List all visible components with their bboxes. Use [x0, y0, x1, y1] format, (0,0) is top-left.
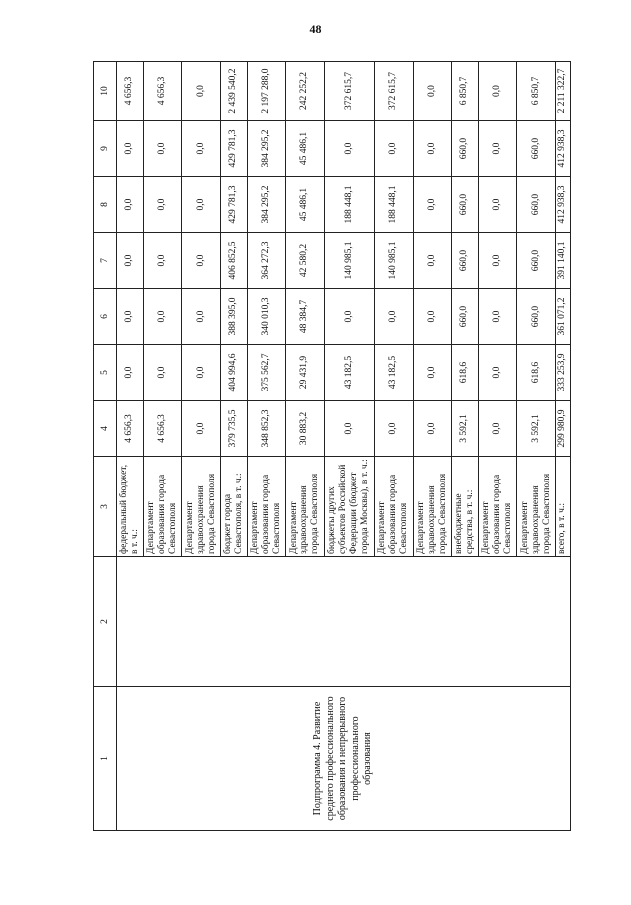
- header-cell: 9: [94, 121, 117, 177]
- value-cell: 30 883,2: [286, 401, 325, 457]
- value-cell: 429 781,3: [220, 121, 247, 177]
- header-cell: 1: [94, 687, 117, 831]
- header-cell: 10: [94, 62, 117, 121]
- value-cell: 0,0: [117, 121, 144, 177]
- program-title: Подпрограмма 4. Развитие среднего профессионального образования и непрерывного профессионального образования: [117, 687, 571, 831]
- value-cell: 0,0: [143, 345, 182, 401]
- value-cell: 4 656,3: [117, 62, 144, 121]
- value-cell: 379 735,5: [220, 401, 247, 457]
- value-cell: 429 781,3: [220, 177, 247, 233]
- value-cell: 0,0: [182, 62, 221, 121]
- value-cell: 0,0: [143, 289, 182, 345]
- value-cell: 340 010,3: [247, 289, 286, 345]
- row-label: федеральный бюджет, в т. ч.:: [117, 457, 144, 557]
- row-label: Департамент здравоохранения города Севастополя: [286, 457, 325, 557]
- value-cell: 660,0: [517, 233, 556, 289]
- value-cell: 0,0: [413, 62, 452, 121]
- value-cell: 412 938,3: [555, 121, 570, 177]
- value-cell: 188 448,1: [374, 177, 413, 233]
- value-cell: 333 253,9: [555, 345, 570, 401]
- row-label: Департамент образования города Севастополя: [478, 457, 517, 557]
- header-cell: 3: [94, 457, 117, 557]
- header-row: [94, 62, 117, 831]
- value-cell: 0,0: [182, 233, 221, 289]
- value-cell: 0,0: [413, 233, 452, 289]
- row-label: Департамент образования города Севастополя: [143, 457, 182, 557]
- row-label: Департамент здравоохранения города Севастополя: [517, 457, 556, 557]
- value-cell: 45 486,1: [286, 177, 325, 233]
- value-cell: 299 980,9: [555, 401, 570, 457]
- value-cell: 384 295,2: [247, 177, 286, 233]
- value-cell: 4 656,3: [143, 62, 182, 121]
- value-cell: 0,0: [117, 233, 144, 289]
- value-cell: 0,0: [324, 289, 374, 345]
- value-cell: 0,0: [374, 401, 413, 457]
- value-cell: 391 140,1: [555, 233, 570, 289]
- value-cell: 0,0: [143, 233, 182, 289]
- value-cell: 412 938,3: [555, 177, 570, 233]
- value-cell: 3 592,1: [452, 401, 479, 457]
- value-cell: 0,0: [182, 177, 221, 233]
- value-cell: 0,0: [478, 289, 517, 345]
- row-label: всего, в т. ч.:: [555, 457, 570, 557]
- header-cell: 7: [94, 233, 117, 289]
- value-cell: 188 448,1: [324, 177, 374, 233]
- value-cell: 0,0: [413, 401, 452, 457]
- value-cell: 0,0: [143, 177, 182, 233]
- row-label: Департамент здравоохранения города Севастополя: [413, 457, 452, 557]
- value-cell: 0,0: [478, 345, 517, 401]
- value-cell: 43 182,5: [324, 345, 374, 401]
- value-cell: 29 431,9: [286, 345, 325, 401]
- financing-table: [93, 61, 571, 831]
- value-cell: 0,0: [413, 289, 452, 345]
- value-cell: 364 272,3: [247, 233, 286, 289]
- value-cell: 660,0: [517, 177, 556, 233]
- value-cell: 0,0: [182, 289, 221, 345]
- value-cell: 140 985,1: [374, 233, 413, 289]
- row-label: бюджеты других субъектов Российской Федерации (бюджет города Москвы), в т. ч.:: [324, 457, 374, 557]
- value-cell: 388 395,0: [220, 289, 247, 345]
- value-cell: 0,0: [413, 345, 452, 401]
- value-cell: 660,0: [517, 289, 556, 345]
- rotated-table-container: [93, 62, 571, 831]
- value-cell: 660,0: [452, 233, 479, 289]
- value-cell: 42 580,2: [286, 233, 325, 289]
- row-label: Департамент образования города Севастополя: [247, 457, 286, 557]
- value-cell: 0,0: [478, 177, 517, 233]
- value-cell: 0,0: [374, 121, 413, 177]
- value-cell: 140 985,1: [324, 233, 374, 289]
- value-cell: 618,6: [517, 345, 556, 401]
- value-cell: 0,0: [143, 121, 182, 177]
- row-label: бюджет города Севастополя, в т. ч.:: [220, 457, 247, 557]
- value-cell: 660,0: [517, 121, 556, 177]
- header-cell: 6: [94, 289, 117, 345]
- value-cell: 0,0: [413, 121, 452, 177]
- value-cell: 372 615,7: [324, 62, 374, 121]
- value-cell: 0,0: [324, 401, 374, 457]
- value-cell: 4 656,3: [117, 401, 144, 457]
- value-cell: 0,0: [478, 233, 517, 289]
- value-cell: 372 615,7: [374, 62, 413, 121]
- header-cell: 4: [94, 401, 117, 457]
- value-cell: 0,0: [374, 289, 413, 345]
- row-label: внебюджетные средства, в т. ч.:: [452, 457, 479, 557]
- empty-cell: [117, 557, 571, 687]
- value-cell: 0,0: [117, 345, 144, 401]
- row-label: Департамент образования города Севастополя: [374, 457, 413, 557]
- value-cell: 2 211 322,7: [555, 62, 570, 121]
- value-cell: 375 562,7: [247, 345, 286, 401]
- value-cell: 43 182,5: [374, 345, 413, 401]
- table-row: [117, 62, 144, 831]
- value-cell: 0,0: [182, 401, 221, 457]
- value-cell: 404 994,6: [220, 345, 247, 401]
- value-cell: 242 252,2: [286, 62, 325, 121]
- value-cell: 0,0: [182, 345, 221, 401]
- value-cell: 0,0: [117, 289, 144, 345]
- value-cell: 2 197 288,0: [247, 62, 286, 121]
- value-cell: 0,0: [324, 121, 374, 177]
- value-cell: 2 439 540,2: [220, 62, 247, 121]
- row-label: Департамент здравоохранения города Севастополя: [182, 457, 221, 557]
- value-cell: 6 850,7: [517, 62, 556, 121]
- value-cell: 384 295,2: [247, 121, 286, 177]
- header-cell: 2: [94, 557, 117, 687]
- value-cell: 6 850,7: [452, 62, 479, 121]
- header-cell: 8: [94, 177, 117, 233]
- value-cell: 45 486,1: [286, 121, 325, 177]
- value-cell: 660,0: [452, 289, 479, 345]
- value-cell: 0,0: [117, 177, 144, 233]
- value-cell: 0,0: [478, 62, 517, 121]
- value-cell: 660,0: [452, 121, 479, 177]
- value-cell: 361 071,2: [555, 289, 570, 345]
- value-cell: 4 656,3: [143, 401, 182, 457]
- value-cell: 348 852,3: [247, 401, 286, 457]
- value-cell: 0,0: [478, 121, 517, 177]
- value-cell: 406 852,5: [220, 233, 247, 289]
- value-cell: 0,0: [413, 177, 452, 233]
- value-cell: 3 592,1: [517, 401, 556, 457]
- header-cell: 5: [94, 345, 117, 401]
- value-cell: 48 384,7: [286, 289, 325, 345]
- value-cell: 618,6: [452, 345, 479, 401]
- value-cell: 0,0: [182, 121, 221, 177]
- value-cell: 0,0: [478, 401, 517, 457]
- page-number: 48: [309, 22, 322, 36]
- value-cell: 660,0: [452, 177, 479, 233]
